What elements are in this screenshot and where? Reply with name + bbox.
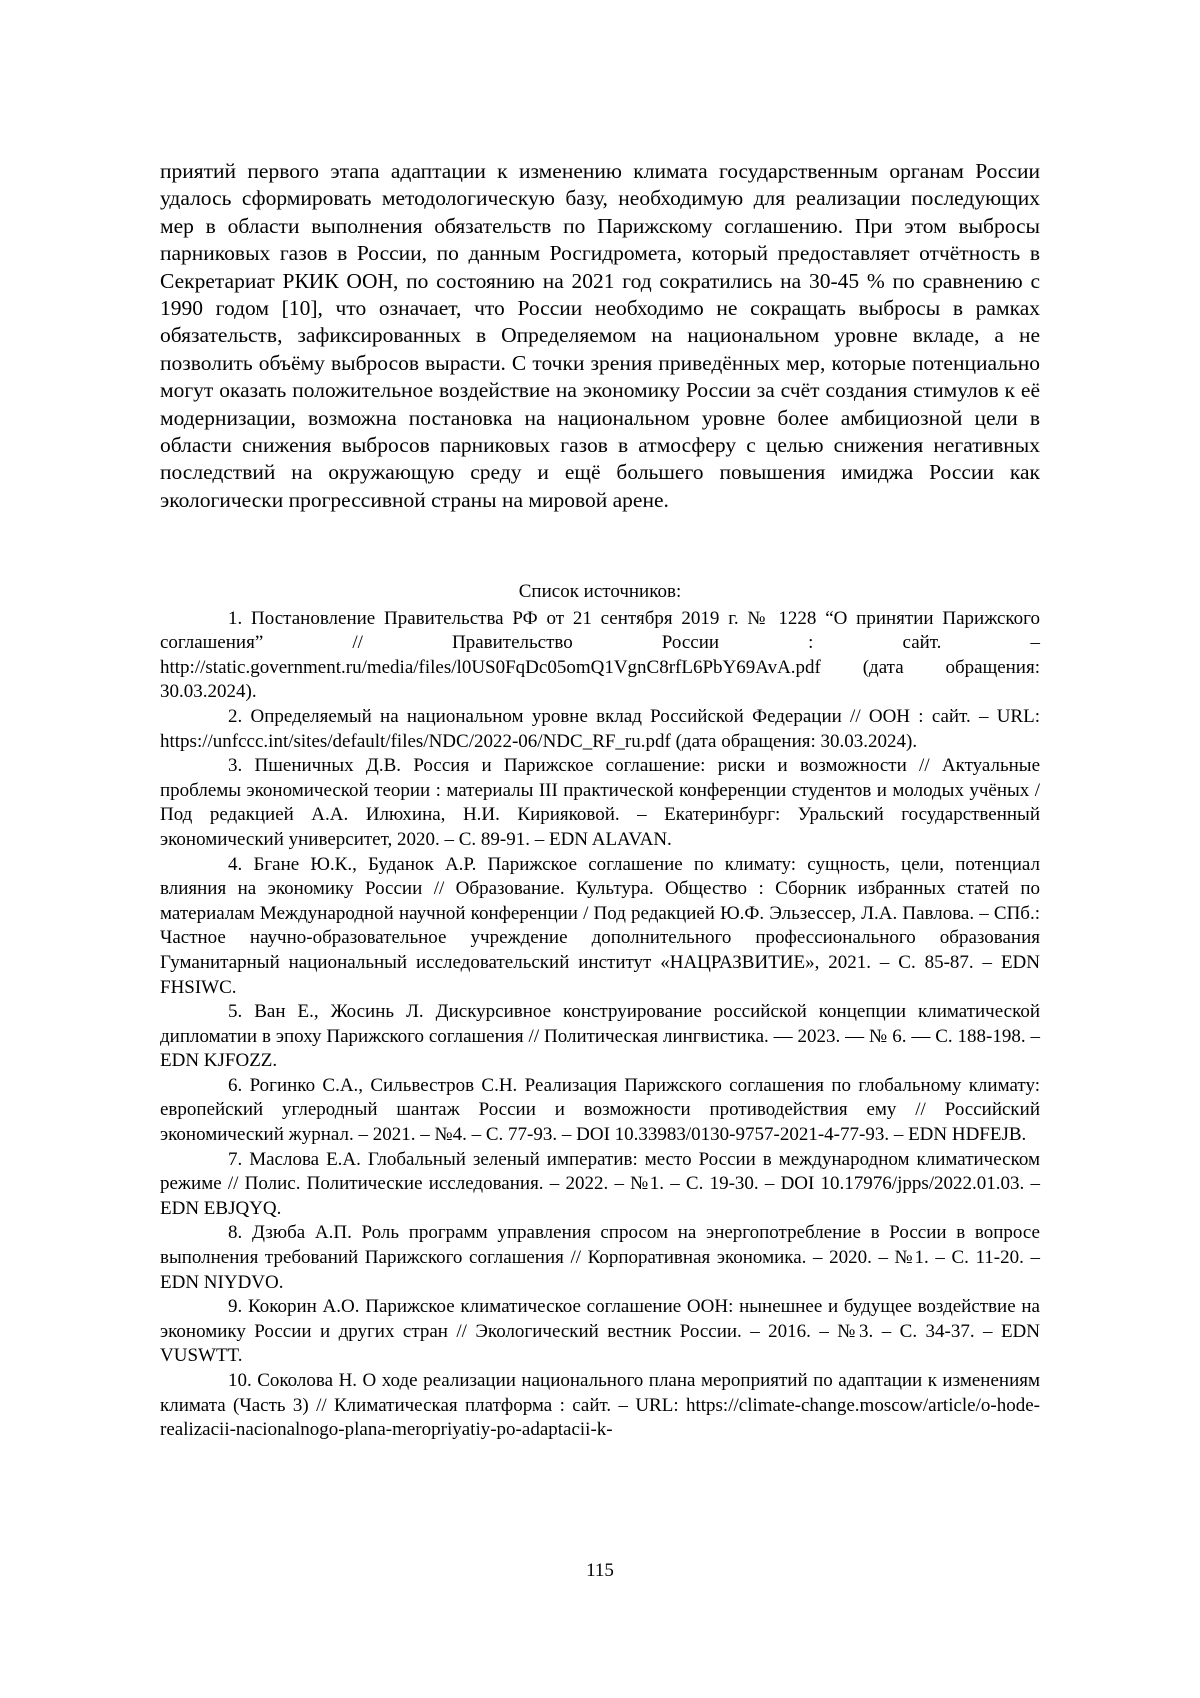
reference-item-7: 7. Маслова Е.А. Глобальный зеленый императив: место России в международном климатическом режиме // Полис. Политические исследования. – 2022. – №1. – С. 19-30. – DOI 10.17976/jpps/2022.01.03. – EDN EBJQYQ. xyxy=(160,1148,1040,1222)
references-title: Список источников: xyxy=(160,580,1040,605)
reference-item-2: 2. Определяемый на национальном уровне вклад Российской Федерации // ООН : сайт. – URL: https://unfccc.int/sites/default/files/NDC/2022-06/NDC_RF_ru.pdf (дата обращения: 30.03.2024). xyxy=(160,705,1040,754)
reference-item-6: 6. Рогинко С.А., Сильвестров С.Н. Реализация Парижского соглашения по глобальному климату: европейский углеродный шантаж России и возможности противодействия ему // Российский экономический журнал. – 2021. – №4. – С. 77-93. – DOI 10.33983/0130-9757-2021-4-77-93. – EDN HDFEJB. xyxy=(160,1074,1040,1148)
reference-item-1: 1. Постановление Правительства РФ от 21 сентября 2019 г. № 1228 “О принятии Парижского соглашения” // Правительство России : сайт. – http://static.government.ru/media/files/l0US0FqDc05omQ1VgnC8rfL6PbY69AvA.pdf (дата обращения: 30.03.2024). xyxy=(160,607,1040,705)
references-section xyxy=(160,580,1040,1443)
body-paragraph: приятий первого этапа адаптации к изменению климата государственным органам России удалось сформировать методологическую базу, необходимую для реализации последующих мер в области выполнения обязательств по Парижскому соглашению. При этом выбросы парниковых газов в России, по данным Росгидромета, который предоставляет отчётность в Секретариат РКИК ООН, по состоянию на 2021 год сократились на 30-45 % по сравнению с 1990 годом [10], что означает, что России необходимо не сокращать выбросы в рамках обязательств, зафиксированных в Определяемом на национальном уровне вкладе, а не позволить объёму выбросов вырасти. С точки зрения приведённых мер, которые потенциально могут оказать положительное воздействие на экономику России за счёт создания стимулов к её модернизации, возможна постановка на национальном уровне более амбициозной цели в области снижения выбросов парниковых газов в атмосферу с целью снижения негативных последствий на окружающую среду и ещё большего повышения имиджа России как экологически прогрессивной страны на мировой арене. xyxy=(160,158,1040,514)
reference-item-9: 9. Кокорин А.О. Парижское климатическое соглашение ООН: нынешнее и будущее воздействие на экономику России и других стран // Экологический вестник России. – 2016. – №3. – С. 34-37. – EDN VUSWTT. xyxy=(160,1295,1040,1369)
reference-item-10: 10. Соколова Н. О ходе реализации национального плана мероприятий по адаптации к изменениям климата (Часть 3) // Климатическая платформа : сайт. – URL: https://climate-change.moscow/article/o-hode-realizacii-nacionalnogo-plana-meropriyatiy-po-adaptacii-k- xyxy=(160,1369,1040,1443)
reference-item-3: 3. Пшеничных Д.В. Россия и Парижское соглашение: риски и возможности // Актуальные проблемы экономической теории : материалы III практической конференции студентов и молодых учёных / Под редакцией А.А. Илюхина, Н.И. Кирияковой. – Екатеринбург: Уральский государственный экономический университет, 2020. – С. 89-91. – EDN ALAVAN. xyxy=(160,754,1040,852)
page-number: 115 xyxy=(0,1560,1200,1582)
reference-item-8: 8. Дзюба А.П. Роль программ управления спросом на энергопотребление в России в вопросе выполнения требований Парижского соглашения // Корпоративная экономика. – 2020. – №1. – С. 11-20. – EDN NIYDVO. xyxy=(160,1221,1040,1295)
reference-item-4: 4. Бгане Ю.К., Буданок А.Р. Парижское соглашение по климату: сущность, цели, потенциал влияния на экономику России // Образование. Культура. Общество : Сборник избранных статей по материалам Международной научной конференции / Под редакцией Ю.Ф. Эльзессер, Л.А. Павлова. – СПб.: Частное научно-образовательное учреждение дополнительного профессионального образования Гуманитарный национальный исследовательский институт «НАЦРАЗВИТИЕ», 2021. – С. 85-87. – EDN FHSIWC. xyxy=(160,853,1040,1001)
document-page xyxy=(0,0,1200,1698)
reference-item-5: 5. Ван Е., Жосинь Л. Дискурсивное конструирование российской концепции климатической дипломатии в эпоху Парижского соглашения // Политическая лингвистика. — 2023. — № 6. — С. 188-198. – EDN KJFOZZ. xyxy=(160,1000,1040,1074)
